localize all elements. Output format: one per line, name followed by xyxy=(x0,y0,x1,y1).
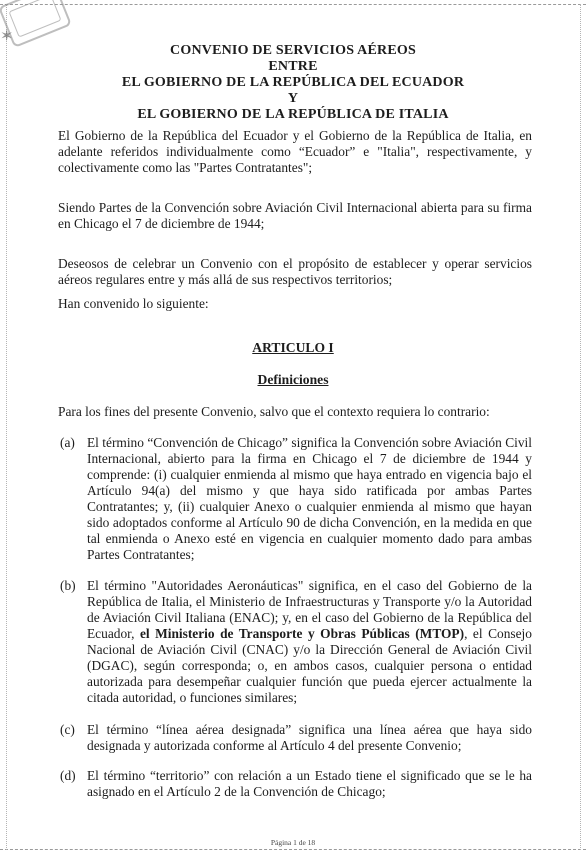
title-line-4: Y xyxy=(287,91,299,106)
item-d-marker: (d) xyxy=(60,768,76,783)
item-b-text-part-2: , el Consejo Nacional de Aviación Civil (CNAC) y/o la Dirección General de Aviación Civil (DGAC), según corresponda; o, en ambos casos, cualquier persona o entidad autorizada para desempeñar cualquier función que pueda ejercer actualmente la citada autoridad, o funciones similares; xyxy=(87,626,532,705)
item-d-text: El término “territorio” con relación a un Estado tiene el significado que se le ha asignado en el Artículo 2 de la Convención de Chicago; xyxy=(87,768,532,799)
title-line-5: EL GOBIERNO DE LA REPÚBLICA DE ITALIA xyxy=(137,107,449,122)
star-icon: ✶ xyxy=(0,28,14,45)
item-c-marker: (c) xyxy=(60,722,75,737)
item-a-text: El término “Convención de Chicago” significa la Convención sobre Aviación Civil Internacional, abierto para la firma en Chicago el 7 de diciembre de 1944 y comprende: (i) cualquier enmienda al mismo que haya entrado en vigencia bajo el Artículo 94(a) del mismo y que haya sido ratificada por ambas Partes Contratantes; y, (ii) cualquier Anexo o cualquier enmienda al mismo que hayan sido adoptados conforme al Artículo 90 de dicha Convención, en la medida en que tal enmienda o Anexo esté en vigencia en cualquier momento dado para ambas Partes Contratantes; xyxy=(87,435,532,562)
title-line-3: EL GOBIERNO DE LA REPÚBLICA DEL ECUADOR xyxy=(121,75,465,90)
title-line-2: ENTRE xyxy=(268,59,318,74)
page-number-footer: Página 1 de 18 xyxy=(270,838,316,847)
page-border-left xyxy=(6,4,7,850)
page-border-bottom xyxy=(0,849,586,850)
document-title xyxy=(40,43,546,123)
preamble-paragraph-3: Deseosos de celebrar un Convenio con el propósito de establecer y operar servicios aéreos regulares entre y más allá de sus respectivos territorios; xyxy=(58,256,532,287)
preamble-paragraph-2: Siendo Partes de la Convención sobre Aviación Civil Internacional abierta para su firma en Chicago el 7 de diciembre de 1944; xyxy=(58,200,532,231)
article-subheading: Definiciones xyxy=(257,372,329,387)
item-a-marker: (a) xyxy=(60,435,75,450)
item-c-text: El término “línea aérea designada” significa una línea aérea que haya sido designada y autorizada conforme al Artículo 4 del presente Convenio; xyxy=(87,722,532,753)
page-border-right xyxy=(580,4,581,850)
article-heading: ARTICULO I xyxy=(252,340,334,355)
article-intro: Para los fines del presente Convenio, salvo que el contexto requiera lo contrario: xyxy=(58,404,490,419)
page-border-top xyxy=(0,4,586,5)
title-line-1: CONVENIO DE SERVICIOS AÉREOS xyxy=(170,43,416,58)
preamble-paragraph-4: Han convenido lo siguiente: xyxy=(58,296,209,311)
item-b-marker: (b) xyxy=(60,578,76,593)
item-b-text-bold: el Ministerio de Transporte y Obras Públicas (MTOP) xyxy=(139,626,465,641)
item-b-text xyxy=(87,578,532,706)
preamble-paragraph-1: El Gobierno de la República del Ecuador y el Gobierno de la República de Italia, en adelante referidos individualmente como “Ecuador” e "Italia", respectivamente, y colectivamente como las "Partes Contratantes"; xyxy=(58,128,532,175)
item-b-text-part-1: El término "Autoridades Aeronáuticas" significa, en el caso del Gobierno de la República de Italia, el Ministerio de Infraestructuras y Transporte y/o la Autoridad de Aviación Civil Italiana (ENAC); y, en el caso del Gobierno de la República del Ecuador, xyxy=(87,578,532,641)
